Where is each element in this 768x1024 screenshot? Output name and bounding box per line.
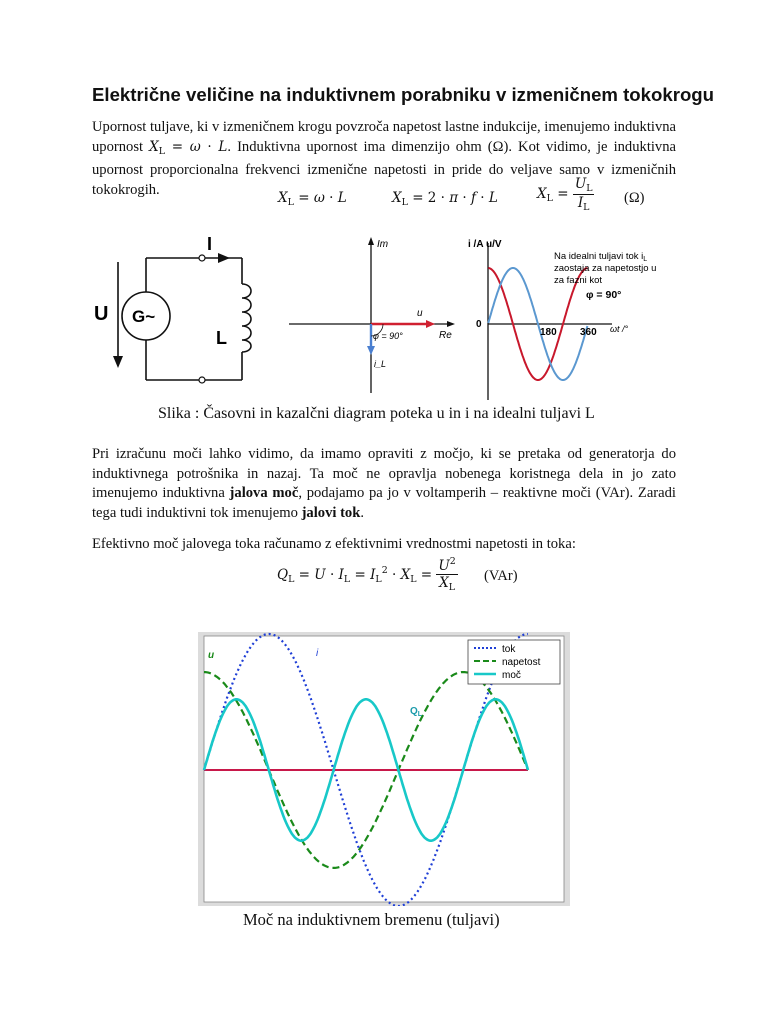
series-tok-label: i (316, 648, 319, 659)
formula-xl-ratio: $X_L$ = $\frac{U_L}{I_L}$ (537, 176, 593, 213)
para2-text-3: . (360, 504, 364, 521)
para2-text-2: , podajamo pa jo v voltamperih – reaktivne moči (VAr). Zaradi tega tudi induktivni tok imenujemo (92, 485, 676, 521)
power-chart (198, 632, 570, 906)
voltage-label: U (94, 303, 109, 325)
figure-caption-2: Moč na induktivnem bremenu (tuljavi) (243, 910, 500, 929)
time-xaxis-label: ωt /° (610, 324, 629, 334)
effective-power-paragraph: Efektivno moč jalovega toka računamo z efektivnimi vrednostmi napetosti in toka: (92, 536, 576, 552)
note-phi: φ = 90° (586, 289, 622, 301)
para2-bold-1: jalova moč (229, 485, 299, 501)
phi-label: φ = 90° (373, 331, 403, 341)
legend-label-tok: tok (502, 644, 516, 655)
reactive-power-paragraph (92, 445, 676, 523)
inductor-label: L (216, 328, 227, 348)
im-axis-label: Im (377, 239, 389, 250)
generator-label: G~ (132, 307, 156, 326)
legend-label-moc: moč (502, 670, 521, 681)
intro-inline-formula: $X_L = \omega \cdot L$ (149, 138, 228, 157)
note-line-2: zaostaja za napetostjo u (554, 263, 657, 274)
figure-caption-1: Slika : Časovni in kazalčni diagram poteka u in i na idealni tuljavi L (158, 405, 595, 422)
time-yaxis-label: i /A u/V (468, 239, 502, 250)
voltage-arrow-head (113, 356, 123, 368)
page-title: Električne veličine na induktivnem porabniku v izmeničnem tokokrogu (92, 84, 715, 105)
series-moc-label: $Q_L$ (410, 706, 423, 718)
formula-xl-2pifl: $X_L = 2 \cdot \pi \cdot f \cdot L$ (392, 190, 498, 208)
formula-xl-omega: $X_L = \omega \cdot L$ (278, 190, 347, 208)
formula-ql-unit: (VAr) (484, 568, 518, 584)
phasor-diagram (285, 235, 460, 395)
series-napetost-label: u (208, 650, 215, 661)
re-axis-label: Re (439, 330, 452, 341)
tick-180: 180 (540, 327, 557, 338)
intro-text-1: Upornost tuljave, ki v izmeničnem krogu povzroča napetost lastne indukcije, imenujemo induktivna upornost (92, 119, 677, 155)
intro-text-2: . Induktivna upornost ima dimenzijo ohm (Ω). Kot vidimo, je induktivna upornost proporcionalna frekvenci izmenične napetosti in pride do veljave samo v izmeničnih tokokrogih. (92, 138, 676, 198)
chart-legend (468, 640, 560, 684)
para2-text-1: Pri izračunu moči lahko vidimo, da imamo opraviti z močjo, ki se pretaka od generatorja do induktivnega potrošnika in nazaj. Ta moč ne opravlja nobenega koristnega dela in jo zato imenujemo induktivna (92, 446, 676, 501)
il-phasor-label: i_L (374, 359, 387, 369)
legend-label-napetost: napetost (502, 657, 541, 668)
tick-360: 360 (580, 327, 597, 338)
para2-bold-2: jalovi tok (301, 504, 361, 521)
current-arrow-head (218, 253, 230, 263)
time-diagram (462, 235, 682, 403)
circuit-diagram (92, 232, 282, 392)
note-line-3: za fazni kot (554, 275, 603, 286)
formula-unit-ohm: (Ω) (624, 190, 645, 206)
u-phasor-label: u (417, 308, 423, 319)
current-label: I (207, 234, 213, 254)
time-origin-label: 0 (476, 319, 482, 330)
formula-ql: $Q_L = U \cdot I_L = I_L^2 \cdot X_L$ = $\frac{U^2}{X_L}$ (277, 556, 456, 593)
note-line-1: Na idealni tuljavi tok $i_L$ (554, 251, 648, 263)
